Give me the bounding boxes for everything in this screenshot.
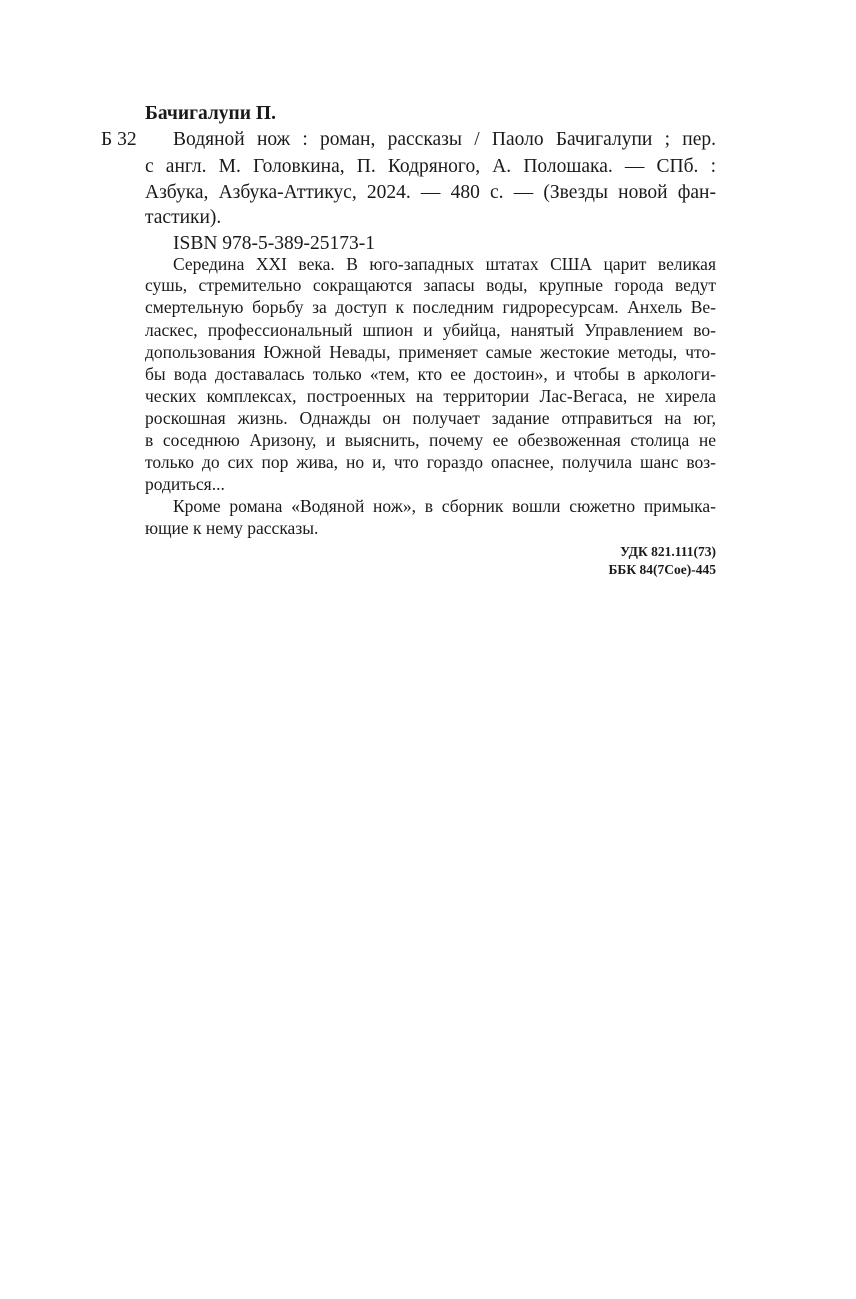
annotation-line-4: ласкес, профессиональный шпион и убийца, нанятый Управлением во- bbox=[145, 320, 716, 340]
bib-line-2: с англ. М. Головкина, П. Кодряного, А. Полошака. — СПб. : bbox=[145, 156, 716, 177]
bbk-code: ББК 84(7Сое)-445 bbox=[608, 562, 716, 577]
annotation-line-9: в соседнюю Аризону, и выяснить, почему ее обезвоженная столица не bbox=[145, 430, 716, 450]
annotation-line-5: допользования Южной Невады, применяет самые жестокие методы, что- bbox=[145, 342, 716, 362]
isbn: ISBN 978-5-389-25173-1 bbox=[173, 233, 376, 254]
collection-line-1: Кроме романа «Водяной нож», в сборник вошли сюжетно примыка- bbox=[173, 496, 716, 516]
annotation-line-2: сушь, стремительно сокращаются запасы воды, крупные города ведут bbox=[145, 275, 716, 295]
bib-line-1: Водяной нож : роман, рассказы / Паоло Бачигалупи ; пер. bbox=[173, 129, 716, 150]
collection-line-2: ющие к нему рассказы. bbox=[145, 518, 319, 538]
bib-line-4: тастики). bbox=[145, 207, 222, 228]
annotation-line-8: роскошная жизнь. Однажды он получает задание отправиться на юг, bbox=[145, 408, 716, 428]
bib-line-3: Азбука, Азбука-Аттикус, 2024. — 480 с. — (Звезды новой фан- bbox=[145, 182, 716, 203]
annotation-line-1: Середина XXI века. В юго-западных штатах США царит великая bbox=[173, 254, 716, 274]
annotation-line-10: только до сих пор жива, но и, что гораздо опаснее, получила шанс воз- bbox=[145, 452, 716, 472]
annotation-line-11: родиться... bbox=[145, 474, 225, 494]
author-heading: Бачигалупи П. bbox=[145, 103, 276, 124]
author-mark: Б 32 bbox=[101, 129, 137, 150]
annotation-line-6: бы вода доставалась только «тем, кто ее достоин», и чтобы в аркологи- bbox=[145, 364, 716, 384]
annotation-line-7: ческих комплексах, построенных на территории Лас-Вегаса, не хирела bbox=[145, 386, 716, 406]
udk-code: УДК 821.111(73) bbox=[620, 544, 716, 559]
annotation-line-3: смертельную борьбу за доступ к последним гидроресурсам. Анхель Ве- bbox=[145, 297, 716, 317]
